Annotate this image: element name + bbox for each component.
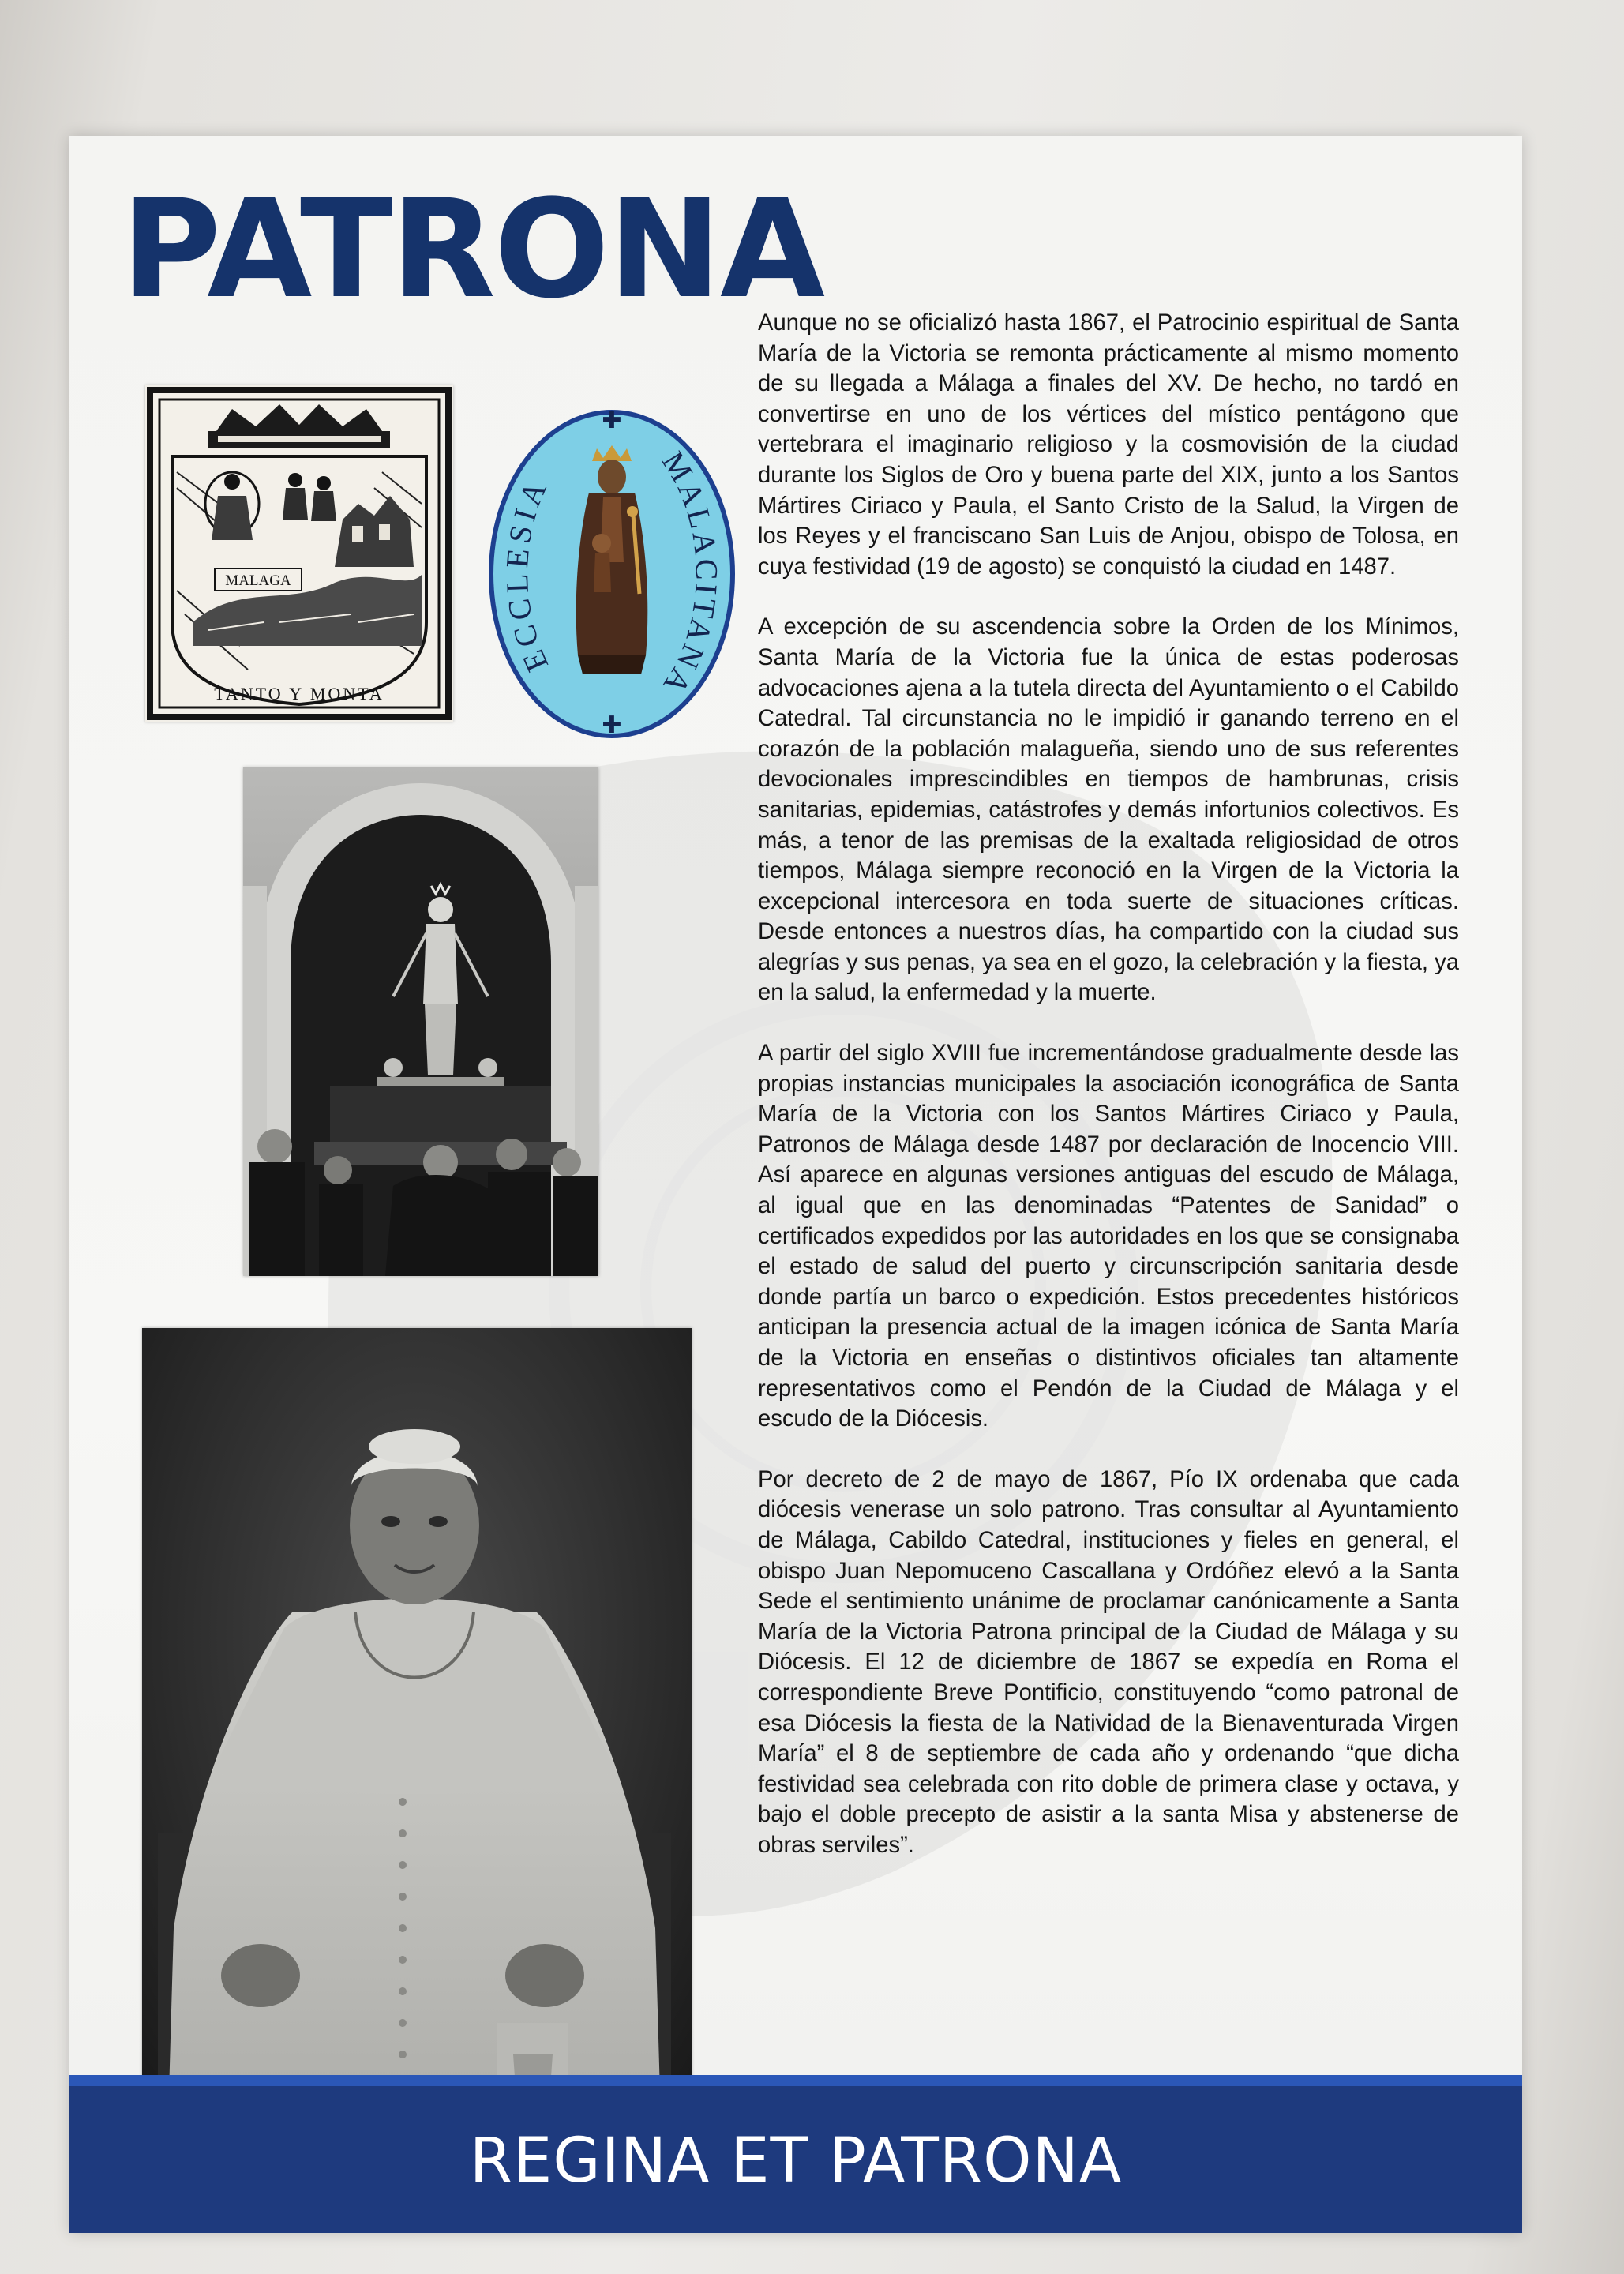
- malaga-woodcut-image: [145, 385, 453, 722]
- pope-pius-ix-portrait: [142, 1328, 692, 2203]
- seal-text-right: MALACITANA: [654, 445, 725, 704]
- seal-text-left: ECCLESIA: [498, 471, 556, 677]
- paragraph-4: Por decreto de 2 de mayo de 1867, Pío IX ordenaba que cada diócesis venerase un solo patrono. Tras consultar al Ayuntamiento de Málaga, Cabildo Catedral, instituciones y fieles en general, el obispo Juan Nepomuceno Cascallana y Ordóñez elevó a la Santa Sede el sentimiento unánime de proclamar canónicamente a Santa María de la Victoria Patrona principal de la Ciudad de Málaga y su Diócesis. El 12 de diciembre de 1867 se expedía en Roma el correspondiente Breve Pontificio, constituyendo “como patronal de esa Diócesis la fiesta de la Natividad de la Bienaventurada Virgen María” el 8 de septiembre de cada año y ordenando “que dicha festividad sea celebrada con rito doble de primera clase y octava, y bajo el doble precepto de asistir a la santa Misa y abstenerse de obras serviles”.: [758, 1466, 1459, 1858]
- footer-band: [69, 2075, 1522, 2233]
- seal-cross-top-icon: ✚: [602, 407, 622, 434]
- procession-photo: [243, 767, 598, 1276]
- malaga-woodcut-drawing: [145, 385, 453, 722]
- woodcut-city-label: MALAGA: [225, 572, 291, 589]
- paragraph-3: A partir del siglo XVIII fue incrementándose gradualmente desde las propias instancias municipales la asociación iconográfica de Santa María de la Victoria con los Santos Mártires Ciriaco y Paula, Patronos de Málaga desde 1487 por declaración de Inocencio VIII. Así aparece en algunas versiones antiguas del escudo de Málaga, al igual que en las denominadas “Patentes de Sanidad” o certificados expedidos por las autoridades en los que se consignaba el estado de salud del puerto y circunscripción sanitaria desde donde partía un barco o expedición. Estos precedentes históricos anticipan la presencia actual de la imagen icónica de Santa María de la Victoria en enseñas o distintivos oficiales tan altamente representativos como el Pendón de la Ciudad de Málaga y el escudo de la Diócesis.: [758, 1041, 1459, 1432]
- woodcut-motto: TANTO Y MONTA: [214, 684, 384, 704]
- exhibition-panel: [69, 136, 1522, 2233]
- page-title: PATRONA: [122, 170, 824, 328]
- footer-title: REGINA ET PATRONA: [469, 2126, 1123, 2197]
- paragraph-1: Aunque no se oficializó hasta 1867, el Patrocinio espiritual de Santa María de la Victoria se remonta prácticamente al mismo momento de su llegada a Málaga a finales del XV. De hecho, no tardó en convertirse en uno de los vértices del místico pentágono que vertebrara el imaginario religioso y la cosmovisión de la ciudad durante los Siglos de Oro y buena parte del XIX, junto a los Santos Mártires Ciriaco y Paula, el Santo Cristo de la Salud, la Virgen de los Reyes y el franciscano San Luis de Anjou, obispo de Tolosa, en cuya festividad (19 de agosto) se conquistó la ciudad en 1487.: [758, 310, 1459, 580]
- seal-cross-bottom-icon: ✚: [602, 711, 622, 739]
- diocese-seal: [485, 404, 739, 744]
- paragraph-2: A excepción de su ascendencia sobre la Orden de los Mínimos, Santa María de la Victoria fue la única de estas poderosas advocaciones ajena a la tutela directa del Ayuntamiento o el Cabildo Catedral. Tal circunstancia no le impidió ir ganando terreno en el corazón de la población malagueña, siendo uno de sus referentes devocionales imprescindibles en tiempos de hambrunas, crisis sanitarias, epidemias, catástrofes y demás infortunios colectivos. Es más, a tenor de las premisas de la exaltada religiosidad de otros tiempos, Málaga siempre reconoció en la Virgen de la Victoria la excepcional intercesora en toda suerte de situaciones críticas. Desde entonces a nuestros días, ha compartido con la ciudad sus alegrías y sus penas, ya sea en el gozo, la celebración y la fiesta, ya en la salud, la enfermedad y la muerte.: [758, 614, 1459, 1006]
- body-text: [758, 308, 1459, 1891]
